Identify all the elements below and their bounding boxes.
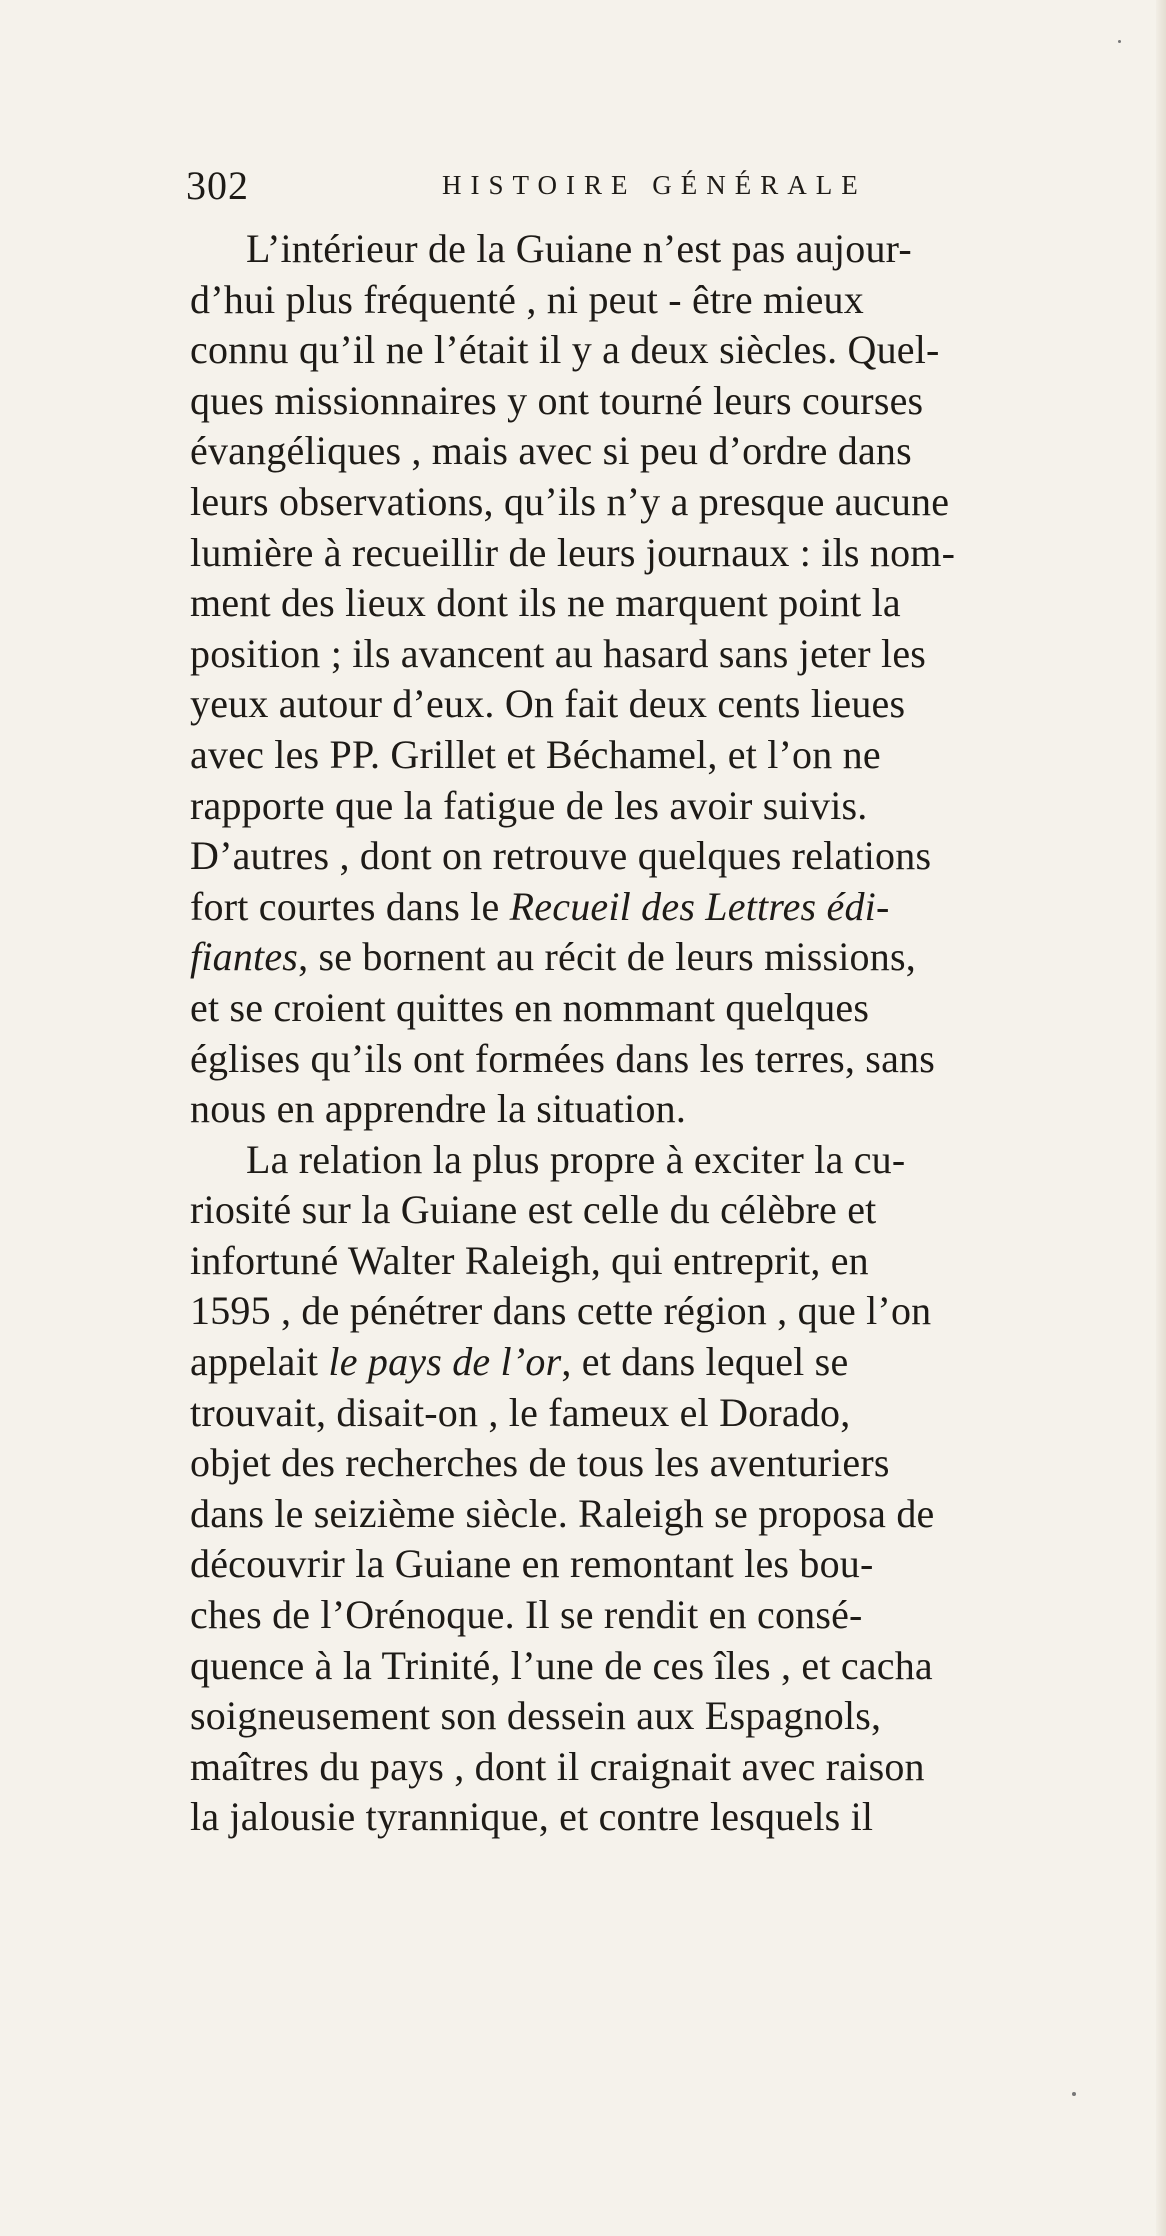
text-line: et se croient quittes en nommant quelques [190,984,870,1030]
text-line: rapporte que la fatigue de les avoir suivis. [190,782,868,828]
page-number: 302 [186,163,249,208]
text-segment: appelait [190,1339,329,1385]
text-line: connu qu’il ne l’était il y a deux siècles. Quel- [190,327,940,373]
text-line: objet des recherches de tous les aventuriers [190,1440,890,1486]
text-line: lumière à recueillir de leurs journaux : ils nom- [190,529,956,575]
text-line: D’autres , dont on retrouve quelques relations [190,833,932,879]
text-line: avec les PP. Grillet et Béchamel, et l’on ne [190,731,881,777]
text-line: soigneusement son dessein aux Espagnols, [190,1693,882,1739]
text-line: la jalousie tyrannique, et contre lesquels il [190,1794,874,1840]
text-line [190,882,1165,933]
paper-speck [1072,2092,1076,2096]
italic-phrase: le pays de l’or [328,1339,562,1385]
body-text [190,224,1165,1843]
text-line: maîtres du pays , dont il craignait avec raison [190,1743,925,1789]
text-line: infortuné Walter Raleigh, qui entreprit, en [190,1237,869,1283]
italic-title: Recueil des Lettres édi- [509,883,890,929]
text-line: découvrir la Guiane en remontant les bou- [190,1541,874,1587]
text-line: églises qu’ils ont formées dans les terres, sans [190,1035,935,1081]
running-head [186,162,1066,212]
text-line: ques missionnaires y ont tourné leurs courses [190,377,924,423]
text-line: L’intérieur de la Guiane n’est pas aujour- [246,226,912,271]
text-line: La relation la plus propre à exciter la cu- [246,1136,906,1182]
italic-title: fiantes [190,934,299,980]
text-line [190,932,1165,983]
running-title: HISTOIRE GÉNÉRALE [442,170,867,200]
text-line: leurs observations, qu’ils n’y a presque aucune [190,478,950,524]
text-line: riosité sur la Guiane est celle du célèbre et [190,1187,877,1233]
text-line: d’hui plus fréquenté , ni peut - être mieux [190,276,864,322]
text-line: 1595 , de pénétrer dans cette région , que l’on [190,1288,932,1334]
text-line: ches de l’Orénoque. Il se rendit en consé- [190,1592,863,1638]
text-line: dans le seizième siècle. Raleigh se proposa de [190,1490,935,1536]
text-line: quence à la Trinité, l’une de ces îles , et cacha [190,1642,933,1688]
text-segment: , se bornent au récit de leurs missions, [298,934,916,980]
text-line: yeux autour d’eux. On fait deux cents lieues [190,681,906,727]
text-segment: , et dans lequel se [561,1339,849,1385]
text-line: trouvait, disait-on , le fameux el Dorado, [190,1389,851,1435]
text-line: évangéliques , mais avec si peu d’ordre dans [190,428,912,474]
paper-speck [1118,40,1121,43]
text-line: position ; ils avancent au hasard sans jeter les [190,630,927,676]
text-line: ment des lieux dont ils ne marquent point la [190,580,901,626]
text-line [190,1337,1165,1388]
text-line: nous en apprendre la situation. [190,1086,687,1132]
text-segment: fort courtes dans le [190,883,510,929]
